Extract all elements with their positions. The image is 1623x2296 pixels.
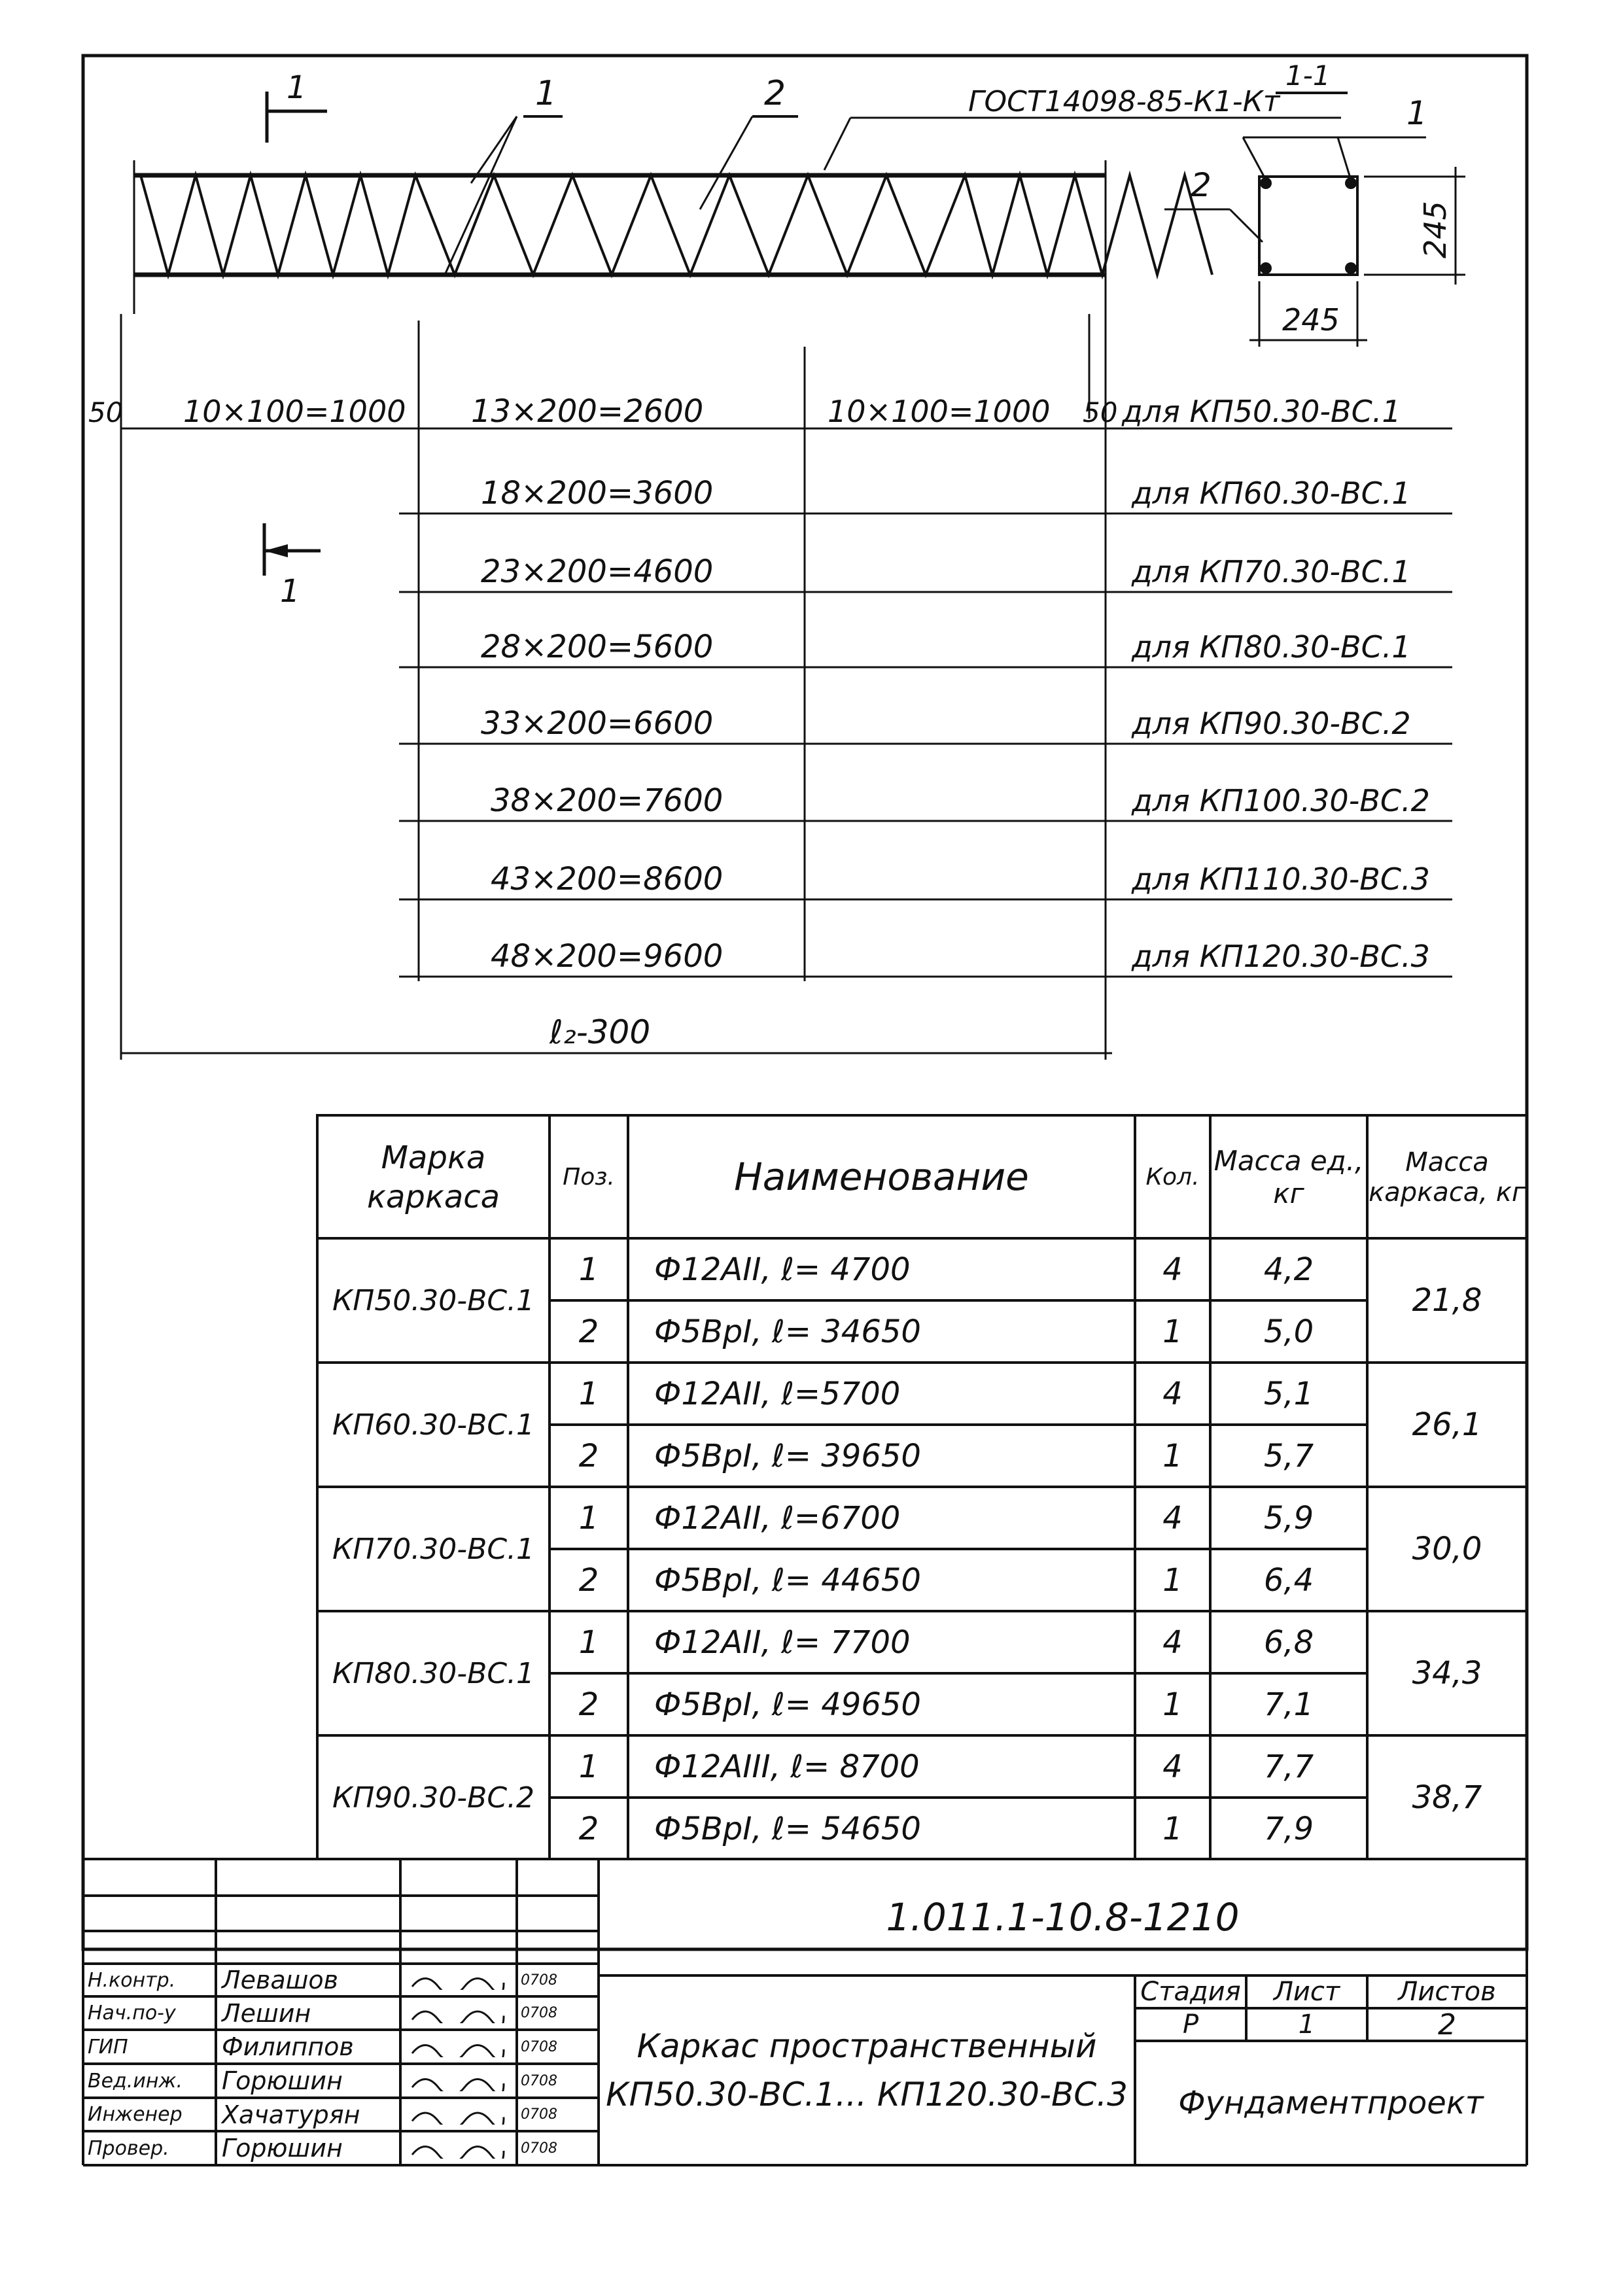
dim-total: ℓ₂-300 bbox=[550, 1013, 651, 1051]
cross-section-1-1 bbox=[1164, 94, 1465, 347]
row-name: Ф5ВрI, ℓ= 44650 bbox=[654, 1561, 921, 1599]
row-unit-mass: 6,8 bbox=[1263, 1624, 1314, 1661]
group-mark: КП50.30-ВС.1 bbox=[332, 1283, 535, 1317]
stage-value: Р bbox=[1182, 2009, 1199, 2040]
signer-role: Провер. bbox=[88, 2136, 169, 2160]
variant-span-0: 13×200=2600 bbox=[471, 393, 704, 430]
group-total-mass: 26,1 bbox=[1412, 1406, 1482, 1443]
row-qty: 1 bbox=[1162, 1313, 1183, 1350]
organization: Фундаментпроект bbox=[1178, 2085, 1484, 2121]
variant-label-1: для КП60.30-ВС.1 bbox=[1132, 476, 1411, 511]
gost-reference: ГОСТ14098-85-К1-Кт bbox=[968, 85, 1280, 118]
row-pos: 2 bbox=[578, 1686, 599, 1723]
signature-mark bbox=[409, 2104, 507, 2125]
row-pos: 1 bbox=[578, 1251, 599, 1288]
header-mark: Марка каркаса bbox=[366, 1139, 500, 1215]
header-qty: Кол. bbox=[1145, 1163, 1200, 1191]
group-total-mass: 38,7 bbox=[1412, 1779, 1482, 1816]
section-callout-2: 2 bbox=[1191, 166, 1212, 204]
row-qty: 4 bbox=[1162, 1499, 1183, 1537]
group-total-mass: 30,0 bbox=[1412, 1531, 1482, 1567]
signer-date: 0708 bbox=[521, 2005, 557, 2021]
signer-name: Левашов bbox=[222, 1966, 339, 1994]
variant-span-6: 43×200=8600 bbox=[491, 861, 724, 897]
variant-span-3: 28×200=5600 bbox=[481, 629, 714, 665]
row-pos: 2 bbox=[578, 1313, 599, 1350]
signer-name: Лешин bbox=[222, 1998, 311, 2028]
section-height-dim: 245 bbox=[1418, 201, 1453, 258]
signature-mark bbox=[409, 1970, 507, 1990]
row-unit-mass: 5,0 bbox=[1263, 1313, 1314, 1350]
row-name: Ф12АII, ℓ=6700 bbox=[654, 1499, 901, 1537]
signer-name: Горюшин bbox=[222, 2134, 343, 2163]
group-mark: КП60.30-ВС.1 bbox=[332, 1408, 535, 1442]
sheets-label: Листов bbox=[1398, 1977, 1496, 2007]
row-unit-mass: 7,7 bbox=[1263, 1748, 1314, 1785]
header-pos: Поз. bbox=[563, 1163, 615, 1191]
variant-span-4: 33×200=6600 bbox=[481, 705, 714, 742]
row-unit-mass: 5,1 bbox=[1263, 1375, 1314, 1412]
group-mark: КП90.30-ВС.2 bbox=[332, 1781, 535, 1815]
variant-span-2: 23×200=4600 bbox=[481, 553, 714, 590]
row-qty: 1 bbox=[1162, 1686, 1183, 1723]
variant-label-0: для КП50.30-ВС.1 bbox=[1122, 394, 1401, 429]
sheet-label: Лист bbox=[1273, 1977, 1340, 2007]
signer-date: 0708 bbox=[521, 2140, 557, 2157]
frame-elevation bbox=[134, 160, 1212, 314]
header-name: Наименование bbox=[734, 1155, 1029, 1199]
group-total-mass: 34,3 bbox=[1412, 1655, 1482, 1692]
variant-span-7: 48×200=9600 bbox=[491, 938, 724, 975]
signature-mark bbox=[409, 2003, 507, 2023]
group-mark: КП80.30-ВС.1 bbox=[332, 1656, 535, 1690]
variant-span-1: 18×200=3600 bbox=[481, 475, 714, 512]
row-name: Ф12АII, ℓ=5700 bbox=[654, 1375, 901, 1412]
callout-1: 1 bbox=[535, 74, 557, 113]
section-width-dim: 245 bbox=[1282, 302, 1340, 338]
row-pos: 1 bbox=[578, 1375, 599, 1412]
row-qty: 1 bbox=[1162, 1810, 1183, 1847]
row-pos: 1 bbox=[578, 1748, 599, 1785]
signer-role: Н.контр. bbox=[88, 1968, 176, 1992]
variant-span-5: 38×200=7600 bbox=[491, 782, 724, 819]
row-unit-mass: 4,2 bbox=[1263, 1251, 1314, 1288]
signer-date: 0708 bbox=[521, 2106, 557, 2123]
frame-web-zigzag bbox=[141, 175, 1212, 275]
row-name: Ф5ВрI, ℓ= 34650 bbox=[654, 1313, 921, 1350]
section-mark-bottom bbox=[264, 523, 321, 610]
row-pos: 2 bbox=[578, 1561, 599, 1599]
header-frame-mass: Масса каркаса, кг bbox=[1369, 1147, 1526, 1208]
row-qty: 4 bbox=[1162, 1251, 1183, 1288]
row-unit-mass: 5,7 bbox=[1263, 1437, 1314, 1474]
doc-code: 1.011.1-10.8-1210 bbox=[886, 1895, 1240, 1939]
signer-date: 0708 bbox=[521, 2072, 557, 2089]
section-callout-1: 1 bbox=[1406, 94, 1427, 132]
signer-name: Горюшин bbox=[222, 2066, 343, 2095]
group-total-mass: 21,8 bbox=[1412, 1282, 1482, 1319]
signature-mark bbox=[409, 2036, 507, 2057]
row-unit-mass: 5,9 bbox=[1263, 1499, 1314, 1537]
row-qty: 4 bbox=[1162, 1748, 1183, 1785]
callout-2: 2 bbox=[764, 74, 786, 113]
sheet-value: 1 bbox=[1298, 2009, 1316, 2040]
group-mark: КП70.30-ВС.1 bbox=[332, 1532, 535, 1566]
signer-role: Вед.инж. bbox=[88, 2069, 183, 2093]
dim-50-left: 50 bbox=[88, 396, 124, 428]
signer-role: Инженер bbox=[88, 2103, 183, 2126]
dim-right-span: 10×100=1000 bbox=[828, 394, 1051, 429]
row-name: Ф12АII, ℓ= 4700 bbox=[654, 1251, 911, 1288]
row-unit-mass: 7,9 bbox=[1263, 1810, 1314, 1847]
signature-mark bbox=[409, 2070, 507, 2091]
row-pos: 1 bbox=[578, 1499, 599, 1537]
stage-label: Стадия bbox=[1140, 1977, 1241, 2007]
row-name: Ф12АII, ℓ= 7700 bbox=[654, 1624, 911, 1661]
row-name: Ф5ВрI, ℓ= 54650 bbox=[654, 1810, 921, 1847]
variant-label-4: для КП90.30-ВС.2 bbox=[1132, 706, 1411, 741]
row-pos: 2 bbox=[578, 1437, 599, 1474]
section-mark-bottom-label: 1 bbox=[280, 573, 300, 610]
signer-date: 0708 bbox=[521, 1972, 557, 1989]
doc-title: Каркас пространственный КП50.30-ВС.1... КП120.30-ВС.3 bbox=[606, 2027, 1128, 2113]
variant-label-7: для КП120.30-ВС.3 bbox=[1132, 939, 1430, 974]
row-qty: 4 bbox=[1162, 1624, 1183, 1661]
row-qty: 1 bbox=[1162, 1561, 1183, 1599]
header-unit-mass: Масса ед., кг bbox=[1213, 1145, 1364, 1209]
signer-name: Филиппов bbox=[222, 2032, 354, 2061]
row-qty: 4 bbox=[1162, 1375, 1183, 1412]
signer-role: Нач.по-у bbox=[88, 2002, 176, 2025]
signature-mark bbox=[409, 2138, 507, 2159]
row-unit-mass: 6,4 bbox=[1263, 1561, 1314, 1599]
row-name: Ф5ВрI, ℓ= 39650 bbox=[654, 1437, 921, 1474]
signer-role: ГИП bbox=[88, 2035, 128, 2059]
row-unit-mass: 7,1 bbox=[1263, 1686, 1314, 1723]
signer-name: Хачатурян bbox=[222, 2100, 360, 2129]
variant-label-5: для КП100.30-ВС.2 bbox=[1132, 783, 1430, 818]
signer-date: 0708 bbox=[521, 2038, 557, 2055]
variant-label-6: для КП110.30-ВС.3 bbox=[1132, 861, 1430, 897]
dim-left-span: 10×100=1000 bbox=[183, 394, 406, 429]
section-mark-top-label: 1 bbox=[287, 69, 307, 106]
row-qty: 1 bbox=[1162, 1437, 1183, 1474]
sheets-value: 2 bbox=[1438, 2008, 1456, 2042]
row-name: Ф5ВрI, ℓ= 49650 bbox=[654, 1686, 921, 1723]
section-mark-top bbox=[267, 69, 327, 143]
row-pos: 2 bbox=[578, 1810, 599, 1847]
section-1-1-label: 1-1 bbox=[1285, 60, 1331, 92]
row-name: Ф12АIII, ℓ= 8700 bbox=[654, 1748, 920, 1785]
variant-label-2: для КП70.30-ВС.1 bbox=[1132, 554, 1411, 589]
dim-50-right: 50 bbox=[1083, 396, 1118, 428]
variant-label-3: для КП80.30-ВС.1 bbox=[1132, 629, 1411, 665]
row-pos: 1 bbox=[578, 1624, 599, 1661]
